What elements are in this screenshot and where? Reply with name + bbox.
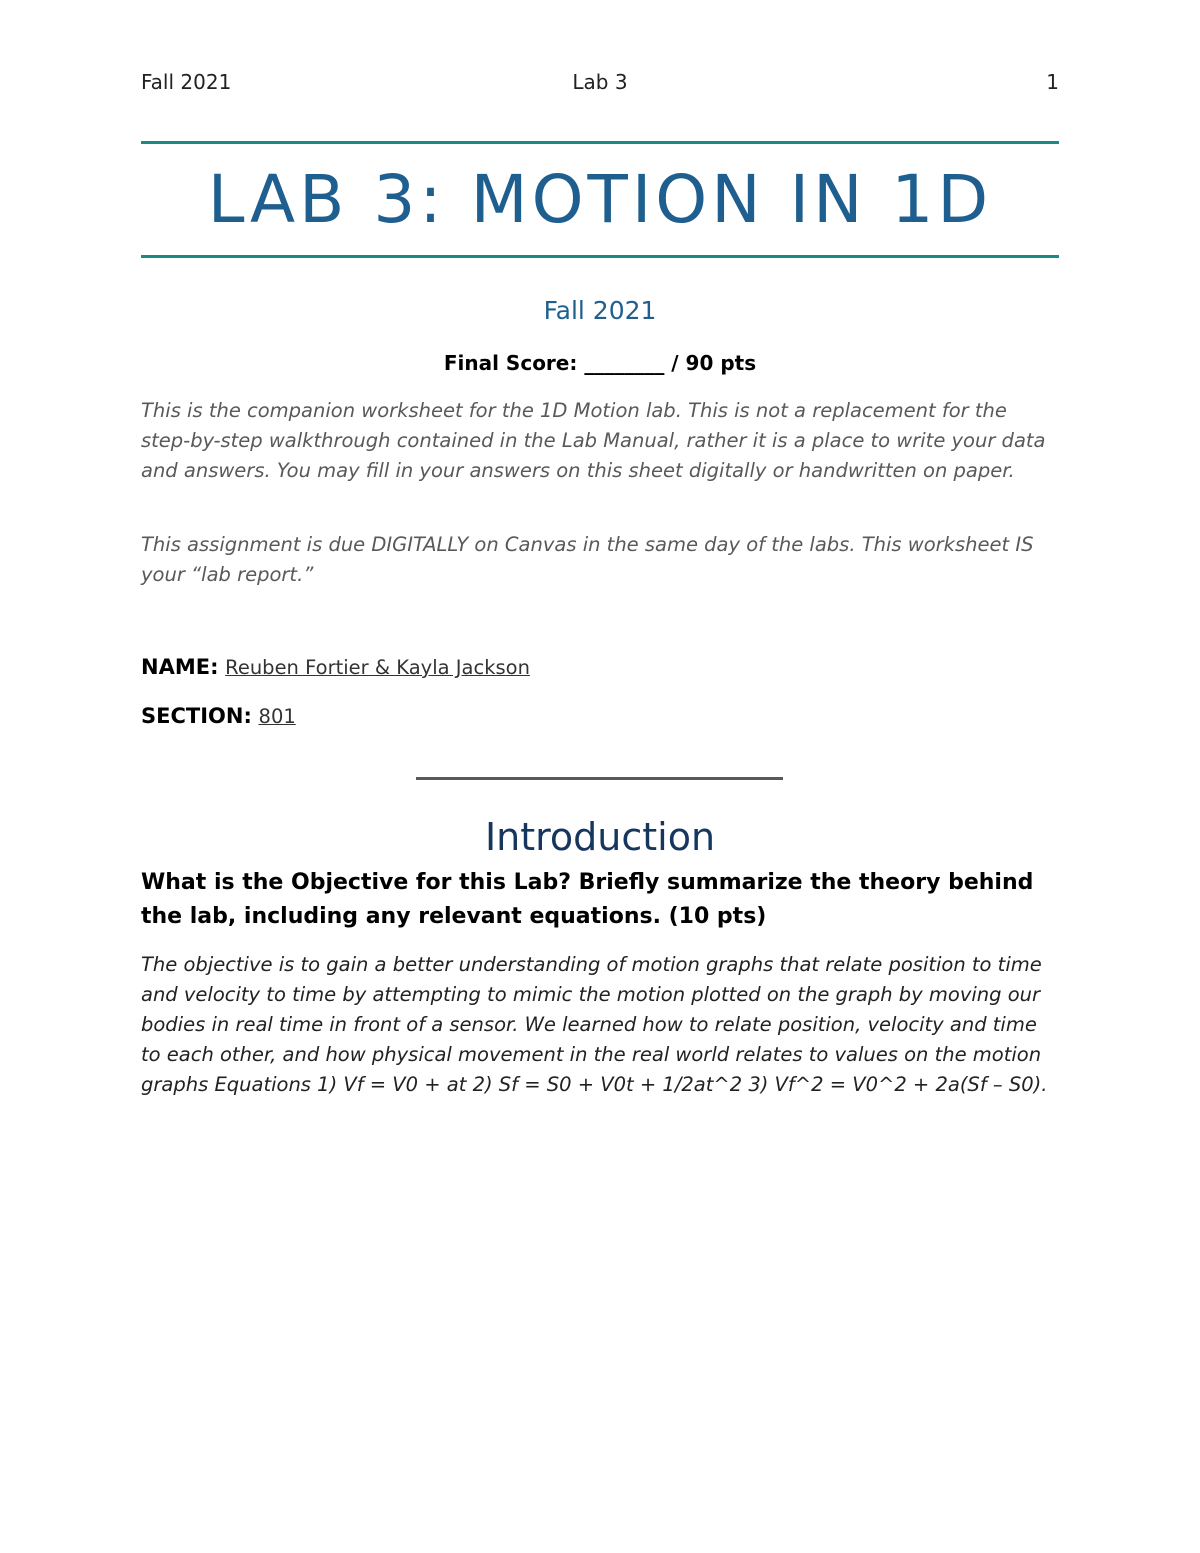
instructions-paragraph: This is the companion worksheet for the 1D Motion lab. This is not a replacement for the step-by-step walkthrough contained in the Lab Manual, rather it is a place to write your data and answers. You may fill in your answers on this sheet digitally or handwritten on paper. <box>141 399 1046 482</box>
header-term: Fall 2021 <box>141 70 232 94</box>
title-rule-top <box>141 141 1059 144</box>
page-header <box>141 70 1059 98</box>
page-title: LAB 3: MOTION IN 1D <box>207 161 993 238</box>
section-divider <box>416 777 783 780</box>
subtitle: Fall 2021 <box>543 296 657 325</box>
objective-answer: The objective is to gain a better understanding of motion graphs that relate position to time and velocity to time by attempting to mimic the motion plotted on the graph by moving our bodies in real time in front of a sensor. We learned how to relate position, velocity and time to each other, and how physical movement in the real world relates to values on the motion graphs Equations 1) Vf = V0 + at 2) Sf = S0 + V0t + 1/2at^2 3) Vf^2 = V0^2 + 2a(Sf – S0). <box>141 953 1048 1096</box>
section-label: SECTION: <box>141 704 252 728</box>
section-value: 801 <box>258 705 296 728</box>
header-lab: Lab 3 <box>572 70 628 94</box>
page-number: 1 <box>1046 70 1059 94</box>
name-value: Reuben Fortier & Kayla Jackson <box>225 656 530 679</box>
name-label: NAME: <box>141 655 219 679</box>
due-paragraph: This assignment is due DIGITALLY on Canvas in the same day of the labs. This worksheet IS your “lab report.” <box>141 533 1034 586</box>
introduction-heading: Introduction <box>484 815 716 859</box>
section-field <box>141 704 296 728</box>
name-field <box>141 655 530 679</box>
final-score: Final Score: ________ / 90 pts <box>443 351 757 375</box>
objective-question: What is the Objective for this Lab? Briefly summarize the theory behind the lab, including any relevant equations. (10 pts) <box>141 870 1034 929</box>
title-rule-bottom <box>141 255 1059 258</box>
